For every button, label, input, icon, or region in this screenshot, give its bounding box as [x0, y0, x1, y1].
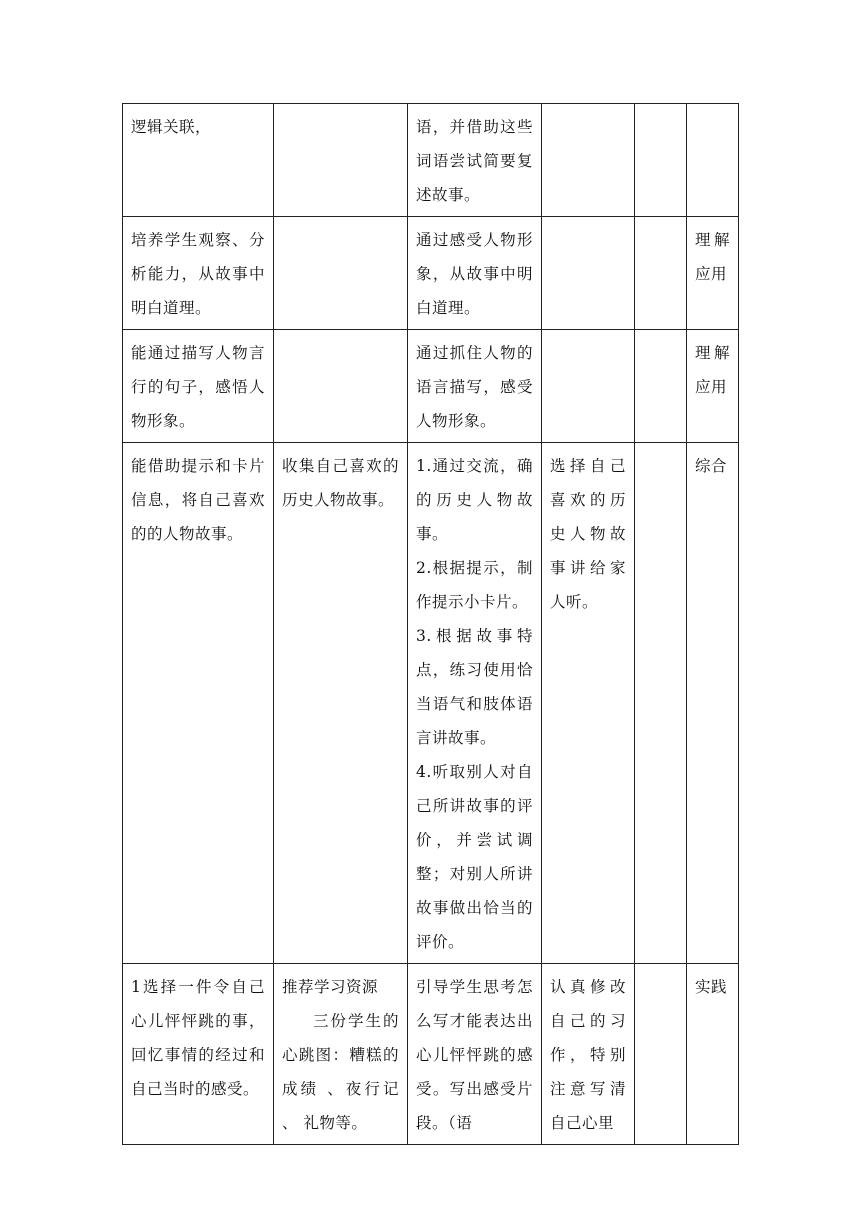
objective-cell: 能借助提示和卡片信息，将自己喜欢的的人物故事。 [123, 443, 274, 964]
resources-cell [274, 104, 408, 217]
resources-cell: 推荐学习资源 三份学生的心跳图：糟糕的成绩 、夜行记 、 礼物等。 [274, 964, 408, 1145]
objective-cell: 1选择一件令自己心儿怦怦跳的事，回忆事情的经过和自己当时的感受。 [123, 964, 274, 1145]
activities-cell: 语，并借助这些词语尝试简要复述故事。 [408, 104, 542, 217]
homework-cell: 认真修改自己的习作，特别注意写清自己心里 [542, 964, 635, 1145]
col5-cell [635, 104, 687, 217]
col5-cell [635, 964, 687, 1145]
col5-cell [635, 217, 687, 330]
table-row [123, 964, 739, 1145]
activity-item: 3.根据故事特点，练习使用恰当语气和肢体语言讲故事。 [416, 627, 533, 747]
homework-cell [542, 104, 635, 217]
objective-cell: 能通过描写人物言行的句子，感悟人物形象。 [123, 330, 274, 443]
objective-cell: 逻辑关联， [123, 104, 274, 217]
resources-cell [274, 330, 408, 443]
activity-item: 2.根据提示，制作提示小卡片。 [416, 559, 533, 611]
objective-cell: 培养学生观察、分析能力，从故事中明白道理。 [123, 217, 274, 330]
level-cell: 理解应用 [687, 330, 739, 443]
activities-cell: 通过抓住人物的语言描写，感受人物形象。 [408, 330, 542, 443]
table-row [123, 217, 739, 330]
level-cell: 综合 [687, 443, 739, 964]
table-row [123, 443, 739, 964]
col5-cell [635, 443, 687, 964]
table-row [123, 330, 739, 443]
col5-cell [635, 330, 687, 443]
resources-detail: 三份学生的心跳图：糟糕的成绩 、夜行记 、 礼物等。 [282, 1012, 399, 1132]
lesson-plan-table [122, 103, 739, 1145]
activities-cell: 引导学生思考怎么写才能表达出心儿怦怦跳的感受。写出感受片段。（语 [408, 964, 542, 1145]
activities-cell: 通过感受人物形象，从故事中明白道理。 [408, 217, 542, 330]
activity-item: 1.通过交流，确的历史人物故事。 [416, 457, 533, 543]
level-cell [687, 104, 739, 217]
resources-cell [274, 217, 408, 330]
resources-cell: 收集自己喜欢的历史人物故事。 [274, 443, 408, 964]
homework-cell: 选择自己喜欢的历史人物故事讲给家人听。 [542, 443, 635, 964]
homework-cell [542, 330, 635, 443]
activity-item: 4.听取别人对自己所讲故事的评价，并尝试调整；对别人所讲故事做出恰当的评价。 [416, 763, 533, 951]
homework-cell [542, 217, 635, 330]
level-cell: 实践 [687, 964, 739, 1145]
table-row [123, 104, 739, 217]
level-cell: 理解应用 [687, 217, 739, 330]
activities-cell [408, 443, 542, 964]
